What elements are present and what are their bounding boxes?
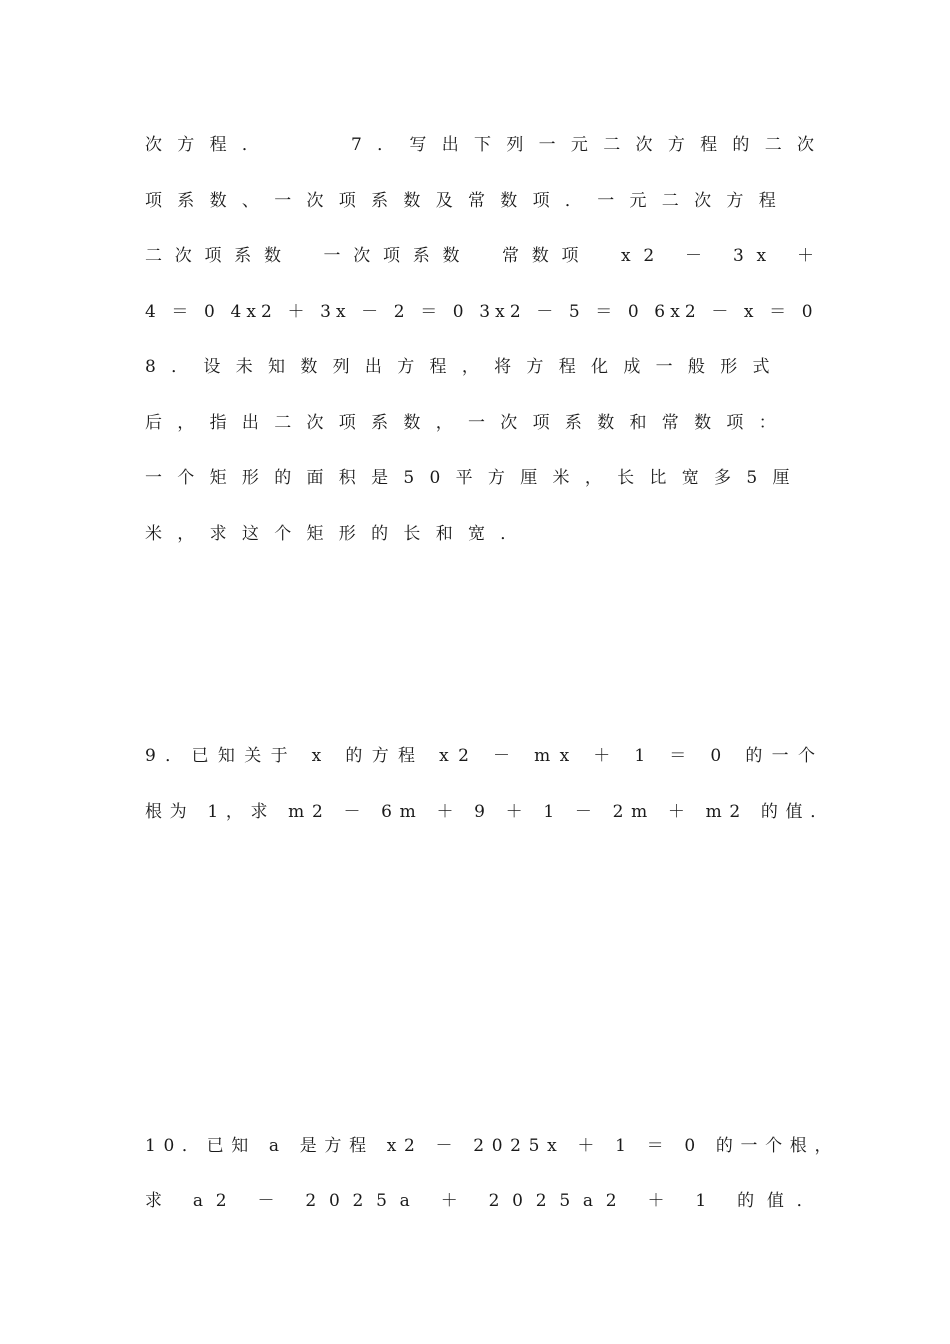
text-line-problem-8-question: 米，求这个矩形的长和宽．: [145, 524, 533, 544]
text-line-problem-7-table-header: 二次项系数 一次项系数 常数项 x2 － 3x ＋: [145, 246, 827, 266]
text-line-problem-7-intro: 次方程． 7．写出下列一元二次方程的二次: [145, 135, 830, 155]
text-line-problem-10-intro: 10．已知 a 是方程 x2 － 2025x ＋ 1 ＝ 0 的一个根，: [145, 1136, 840, 1156]
text-line-problem-9-intro: 9．已知关于 x 的方程 x2 － mx ＋ 1 ＝ 0 的一个: [145, 746, 825, 766]
text-line-problem-8-task: 后，指出二次项系数，一次项系数和常数项：: [145, 413, 791, 433]
text-line-problem-9-question: 根为 1，求 m2 － 6m ＋ 9 ＋ 1 － 2m ＋ m2 的值．: [145, 802, 835, 822]
text-line-problem-7-equations: 4 ＝ 0 4x2 ＋ 3x － 2 ＝ 0 3x2 － 5 ＝ 0 6x2 － x ＝ 0: [145, 302, 818, 322]
text-line-problem-7-task: 项系数、一次项系数及常数项．一元二次方程: [145, 191, 791, 211]
text-line-problem-8-intro: 8．设未知数列出方程，将方程化成一般形式: [145, 357, 785, 377]
text-line-problem-8-rectangle: 一个矩形的面积是50平方厘米，长比宽多5厘: [145, 468, 805, 488]
text-line-problem-10-question: 求 a2 － 2025a ＋ 2025a2 ＋ 1 的值．: [145, 1191, 827, 1211]
